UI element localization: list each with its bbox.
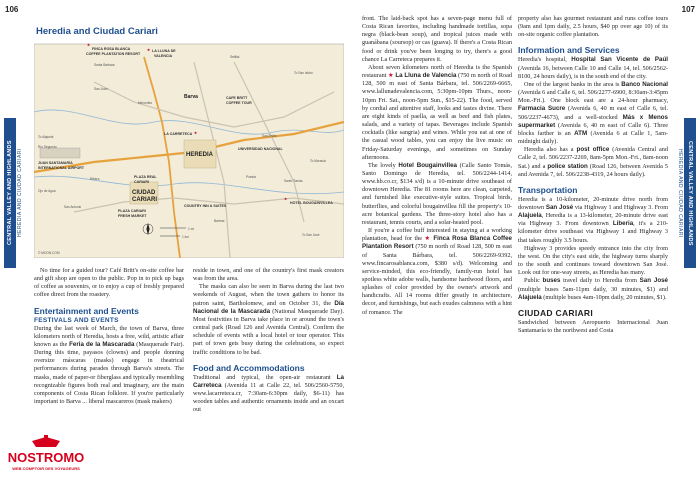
map-label-barreal: Barreal [214,219,225,223]
map-copyright: © MOON.COM [38,251,60,255]
svg-text:NOSTROMO: NOSTROMO [7,450,85,465]
heading-festivals: FESTIVALS AND EVENTS [34,316,119,324]
hospital-paragraph: Heredia's hospital, Hospital San Vicente de Paúl (Avenida 16, between Calle 10 and Calle 14, tel. 506/2562-8100, 24 hours daily), is in the south end of the city. [518,56,668,80]
side-subtitle-left: HEREDIA AND CIUDAD CARIARI [17,148,23,238]
map-label-cariari: CARIARI [132,197,157,203]
map-label-mercedes: Mercedes [138,101,152,105]
map-label-san-juan: San Juan [94,87,108,91]
rosa-blanca-paragraph: If you're a coffee buff interested in staying at a working plantation, head for the ★ Finca Rosa Blanca Coffee Plantation Resort (750 m north of Road 128, 500 m east of Santa Bárbara, tel. 506/2269-9392, www.fincarosablanca.com, $380 s/d). Welcoming and service-minded, this eco-friendly, family-run hotel has spotless white adobe walls, handsome hardwood floors, and splashes of color provided by the owner's artwork and handicrafts. All 14 rooms differ greatly in architecture, decor, and furnishings, but each exudes calmness with a hint of romance. The [362,227,512,316]
heading-food: Food and Accommodations [193,362,305,373]
map-scale-km: 1 km [182,235,189,239]
map-label-ciudad: CIUDAD [132,190,156,196]
heading-ciudad-cariari: CIUDAD CARIARI [518,307,594,318]
map-title: Heredia and Ciudad Cariari [36,26,158,37]
svg-text:WEB COMPTOIR DES VOYAGEURS: WEB COMPTOIR DES VOYAGEURS [12,466,80,471]
drive-paragraph: Heredia is a 10-kilometer, 20-minute drive north from downtown San José via Highway 1 and Highway 3. From Alajuela, Heredia is a 13-kilometer, 20-minute drive east via Highway 3. From downtown Liberia, it's a 210-kilometer drive southeast via Highway 1 and Highway 3 that takes roughly 3.5 hours. [518,195,669,244]
side-tab-left: CENTRAL VALLEY AND HIGHLANDS [4,118,16,268]
map-label-coffee: COFFEE PLANTATION RESORT [86,52,141,56]
svg-text:★: ★ [87,43,91,47]
right-column-2 [518,15,668,335]
map-label-ojo-agua: Ojo de Agua [38,189,56,193]
map-label-rio-segundo: Río Segundo [38,145,57,149]
post-office-paragraph: Heredia also has a post office (Avenida Central and Calle 2, tel. 506/2237-2269, 8am-5pm Mon.-Fri., 8am-noon Sat.) and a police station (Road 126, between Avenida 5 and Avenida 7, tel. 506/2238-4319, 24 hours daily). [518,146,668,178]
map-label-alajuela: To Alajuela [38,135,54,139]
map-label-ribera: Ribera [90,177,100,181]
heading-entertainment: Entertainment and Events [34,305,139,316]
heading-transportation: Transportation [518,184,578,195]
map-label-valencia: VALENCIA [154,54,173,58]
map [34,22,344,258]
map-label-finca: FINCA ROSA BLANCA [92,47,131,51]
map-label-san-antonio: San Antonio [64,205,82,209]
map-label-bougainvillea: HOTEL BOUGAINVILLEA [290,201,333,205]
page-number-right: 107 [681,5,695,14]
map-graphic [34,22,344,258]
page-number-left: 106 [5,5,19,14]
heading-information: Information and Services [518,45,620,56]
buses-paragraph: Public buses travel daily to Heredia from San José (multiple buses 5am-11pm daily, 30 minutes, $1) and Alajuela (multiple buses 4am-10pm daily, 20 minutes, $1). [518,277,668,301]
map-label-setillal: Setillal [230,55,240,59]
nostromo-logo [2,435,90,475]
map-label-barva: Barva [184,94,198,100]
barva-festivals-paragraph: The masks can also be seen in Barva during the last two weekends of August, when the town gathers to honor its patron saint, Bartholomew, and on October 31, the Día Nacional de la Mascarada (National Masquerade Day). Most festivities in Barva take place in or around the town's central park (Road 126 and Avenida Central). Confirm the schedule of events with a local hotel or tour operator. This part of town gets busy during the celebrations, so expect traffic conditions to be bad. [193,283,344,356]
map-label-cafe-britt: CAFE BRITT [226,96,248,100]
left-column-2 [193,267,344,415]
cariari-paragraph: Sandwiched between Aeropuerto Internacional Juan Santamaría to the northwest and Costa [518,318,668,334]
map-label-santa-barbara: Santa Bárbara [94,63,115,67]
map-label-san-isidro: To San Isidro [294,71,313,75]
carreteca-cont-paragraph: front. The laid-back spot has a seven-page menu full of Costa Rican favorites, including handmade tortillas, sopa negra (black-bean soup), and tropical juices made with guanábana (soursop) or cas (guava). If there's a Costa Rican food or drink you've been longing to try, there's a good chance La Carreteca prepares it. [362,15,512,63]
highway-paragraph: Highway 3 provides speedy entrance into the city from the west. On the city's east side, the highway turns sharply to the south and continues toward downtown San José. Look out for one-way streets, as Heredia has many. [518,244,668,277]
map-label-coffee-tour: COFFEE TOUR [226,101,252,105]
svg-text:★: ★ [284,197,288,201]
map-label-univ: UNIVERSIDAD NACIONAL [238,147,283,151]
map-label-fresh-market: FRESH MARKET [118,214,147,218]
right-column-1 [362,15,512,317]
map-label-san-pablo: San Pablo [262,134,277,138]
map-scale-mi: 1 mi [188,227,195,231]
map-label-santo-tomas: Santo Tomás [284,179,303,183]
side-tab-right: CENTRAL VALLEY AND HIGHLANDS [684,118,696,268]
bougainvillea-paragraph: The lovely Hotel Bougainvillea (Calle Santo Tomás, Santo Domingo de Heredia, tel. 506/2244-1414, www.hb.co.cr, $134 s/d) is a 10-minute drive southeast of downtown Heredia. The 81 rooms here are clean, carpeted, and furnished like executive-style suites. Tropical birds, butterflies, and colorful bougainvillea fill the property's 10-acre botanical gardens. The three-story hotel also has a restaurant, tennis courts, and a solar-heated pool. [362,161,512,226]
map-label-luna: LA LLUNA DE [152,49,176,53]
map-label-san-jose: To San José [302,233,320,237]
side-subtitle-right: HEREDIA AND CIUDAD CARIARI [677,148,683,238]
masks-paragraph: reside in town, and one of the country's first mask creators was from the area. [193,267,344,283]
left-column-1 [34,267,184,406]
map-label-heredia: HEREDIA [186,152,214,158]
svg-text:★: ★ [194,131,198,135]
map-label-carreteca: LA CARRETECA [164,132,193,136]
map-label-puesta: Puesta [246,175,256,179]
map-label-airport1: JUAN SANTAMARÍA [38,161,73,165]
bank-paragraph: One of the largest banks in the area is Banco Nacional (Avenida 6 and Calle 6, tel. 506/2277-6900, 8:30am-3:45pm Mon.-Fri.). One block east are a 24-hour pharmacy, Farmacia Sucre (Avenida 6, 40 m east of Calle 6, tel. 506/2237-4673), and a well-stocked Más x Menos supermarket (Avenida 6, 40 m east of Calle 6). Three blocks farther is an ATM (Avenida 6 at Calle 1, 5am-midnight daily). [518,80,669,146]
map-label-airport2: INTERNATIONAL AIRPORT [38,166,85,170]
map-label-plaza-real: PLAZA REAL [134,175,157,179]
map-label-cariari-mall: CARIARI [134,180,149,184]
map-label-country-inn: COUNTRY INN & SUITES [184,204,227,208]
lluna-paragraph: About seven kilometers north of Heredia is the Spanish restaurant ★ La Lluna de Valencia (750 m north of Road 128, 500 m east of Santa Bárbara, tel. 506/2269-6665, www.lallunadevalencia.com, 5:30pm-10pm Thurs., noon-10pm Fri. Sat., noon-5pm Sun., $15-22). The food, served by cordial and attentive staff, looks and tastes divine. There are eight kinds of paella, as well as beef and fish plates, salads, and a variety of tapas. Beverages include Spanish cocktails (like sangria) and wines. While you eat at one of the casual wood tables, you can enjoy the live music on Friday-Saturday evenings, and sometimes on Sunday afternoons. [362,63,512,161]
svg-text:★: ★ [147,48,151,52]
intro-paragraph: No time for a guided tour? Café Britt's on-site coffee bar and gift shop are open to the public. Pop in to pick up bags of coffee as souvenirs, or to enjoy a cup of freshly prepared coffee direct from the roastery. [34,267,184,299]
map-label-plaza-cariari: PLAZA CARIARI [118,209,146,213]
festival-paragraph: During the last week of March, the town of Barva, three kilometers north of Heredia, hosts a free, wild, artistic affair known as the Feria de la Mascarada (Masquerade Fair). During this time, payasos (clowns) and people donning oversize máscaras (masks) engage in theatrical performances during parades through Barva's streets. The masks, made of paper-or fiberglass and typically resembling recognizable figures both real and imaginary, are the main components of Costa Rican folklore. If you're particularly important to Barva ... liberal mascareros (mask makers) [34,324,184,406]
rosa-blanca-cont-paragraph: property also has gourmet restaurant and runs coffee tours (9am and 1pm daily, 2.5 hours, $40 pp over age 10) of its on-site organic coffee plantation. [518,15,668,39]
carreteca-paragraph: Traditional and typical, the open-air restaurant La Carreteca (Avenida 11 at Calle 22, tel. 506/2560-5750, www.lacarreteca.cr, 7:30am-6:30pm daily, $6-11) has wooden tables and authentic ornaments inside and an oxcart out [193,373,344,414]
map-label-moravia: To Moravia [310,159,326,163]
